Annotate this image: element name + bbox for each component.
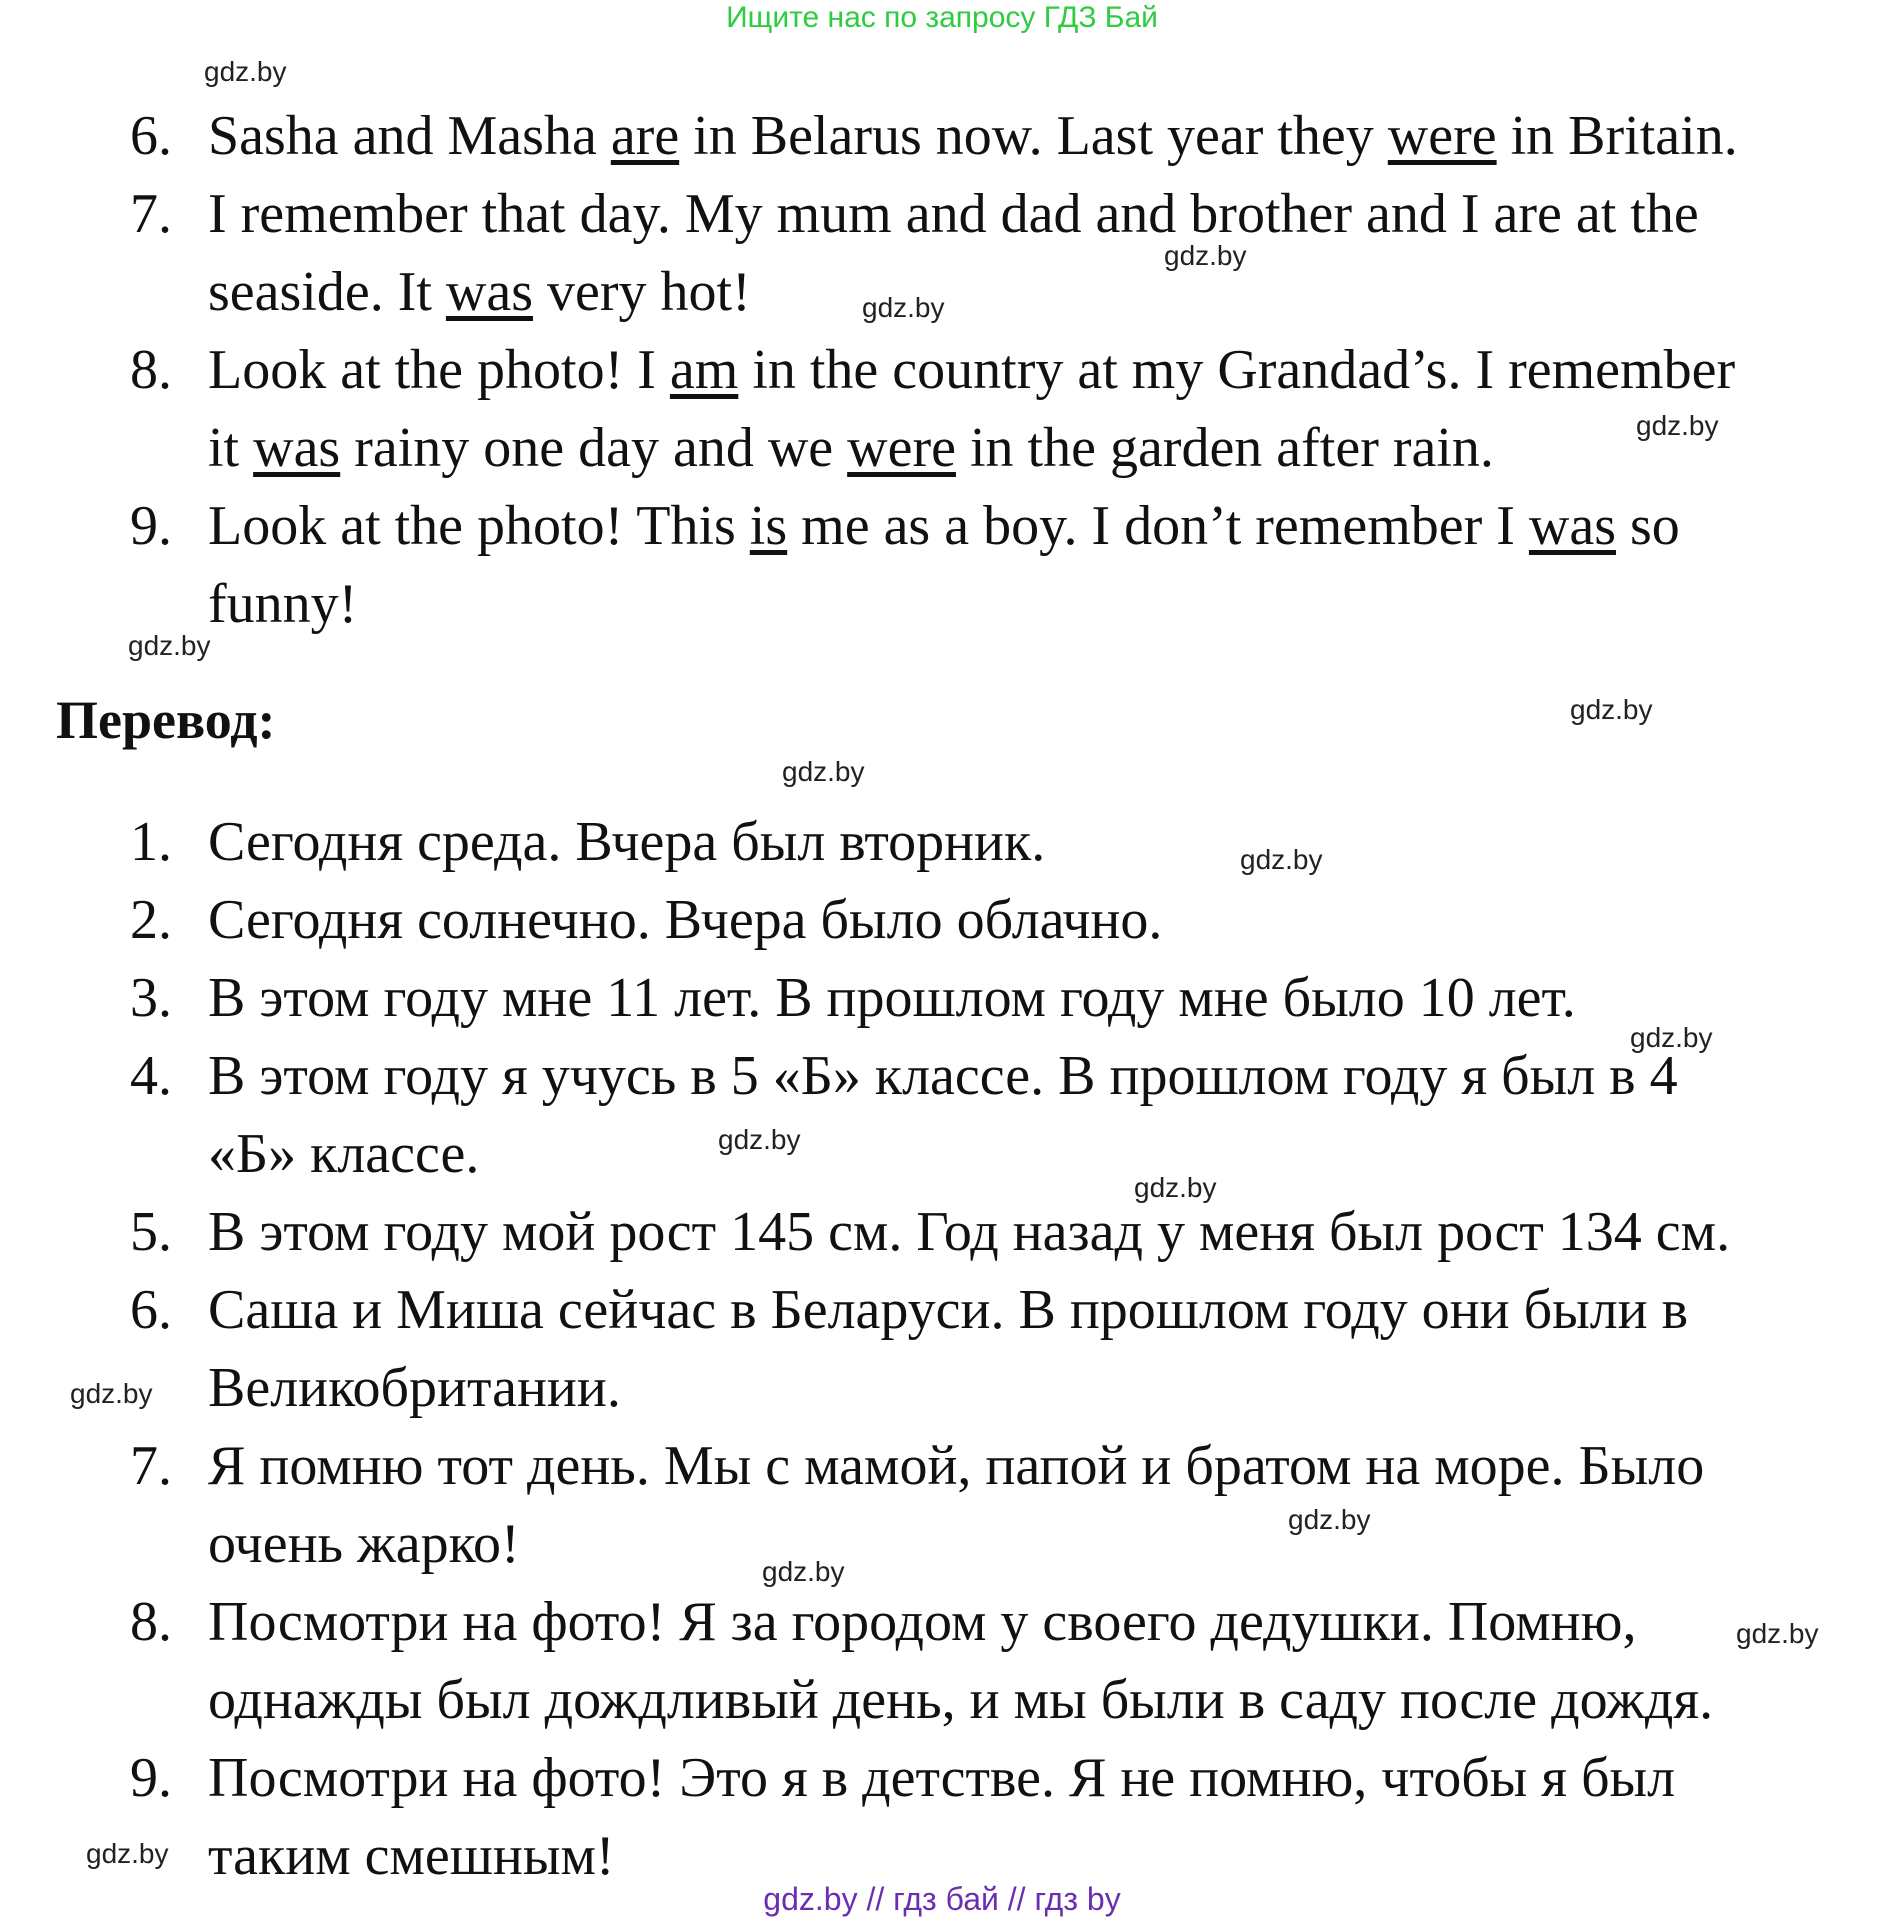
translation-heading: Перевод: bbox=[56, 690, 276, 750]
translation-sentence-line: Сегодня солнечно. Вчера было облачно. bbox=[208, 889, 1163, 951]
underlined-verb: were bbox=[1387, 105, 1497, 167]
translation-sentence-line: Сегодня среда. Вчера был вторник. bbox=[208, 811, 1046, 873]
item-number: 8. bbox=[130, 339, 172, 401]
watermark: gdz.by bbox=[762, 1556, 845, 1587]
translation-sentence-line: Саша и Миша сейчас в Беларуси. В прошлом году они были в bbox=[208, 1279, 1689, 1341]
watermark: gdz.by bbox=[1134, 1172, 1217, 1203]
watermark: gdz.by bbox=[86, 1838, 169, 1869]
item-number: 5. bbox=[130, 1201, 172, 1263]
watermark: gdz.by bbox=[1736, 1618, 1819, 1649]
translation-sentence-line: таким смешным! bbox=[208, 1825, 615, 1887]
watermark: gdz.by bbox=[782, 756, 865, 787]
translation-sentence-line: В этом году я учусь в 5 «Б» классе. В прошлом году я был в 4 bbox=[208, 1045, 1678, 1107]
watermark: gdz.by bbox=[1240, 844, 1323, 875]
item-number: 2. bbox=[130, 889, 172, 951]
item-number: 7. bbox=[130, 183, 172, 245]
watermark: gdz.by bbox=[1164, 240, 1247, 271]
underlined-verb: were bbox=[847, 417, 956, 479]
translation-sentence-line: В этом году мой рост 145 см. Год назад у меня был рост 134 см. bbox=[208, 1201, 1731, 1263]
item-number: 4. bbox=[130, 1045, 172, 1107]
watermark: gdz.by bbox=[1630, 1022, 1713, 1053]
watermark: gdz.by bbox=[128, 630, 211, 661]
english-sentence-line: Sasha and Masha are in Belarus now. Last year they were in Britain. bbox=[208, 105, 1738, 167]
watermark: gdz.by bbox=[862, 292, 945, 323]
top-banner: Ищите нас по запросу ГДЗ Бай bbox=[726, 1, 1158, 34]
translation-sentence-line: «Б» классе. bbox=[208, 1123, 480, 1185]
translation-sentence-line: Посмотри на фото! Это я в детстве. Я не помню, чтобы я был bbox=[208, 1747, 1676, 1809]
item-number: 7. bbox=[130, 1435, 172, 1497]
translation-sentence-line: Великобритании. bbox=[208, 1357, 621, 1419]
english-sentence-line: Look at the photo! This is me as a boy. I don’t remember I was so bbox=[208, 495, 1680, 557]
item-number: 1. bbox=[130, 811, 172, 873]
watermark: gdz.by bbox=[1570, 694, 1653, 725]
watermark: gdz.by bbox=[1288, 1504, 1371, 1535]
underlined-verb: am bbox=[669, 339, 739, 401]
item-number: 6. bbox=[130, 1279, 172, 1341]
english-sentence-line: seaside. It was very hot! bbox=[208, 261, 751, 323]
english-sentence-line: I remember that day. My mum and dad and brother and I are at the bbox=[208, 183, 1699, 245]
watermark: gdz.by bbox=[718, 1124, 801, 1155]
english-sentence-line: Look at the photo! I am in the country at my Grandad’s. I remember bbox=[208, 339, 1736, 401]
watermark: gdz.by bbox=[204, 56, 287, 87]
item-number: 9. bbox=[130, 495, 172, 557]
translation-sentence-line: очень жарко! bbox=[208, 1513, 520, 1575]
item-number: 9. bbox=[130, 1747, 172, 1809]
english-sentence-line: it was rainy one day and we were in the garden after rain. bbox=[208, 417, 1494, 479]
underlined-verb: was bbox=[1528, 495, 1617, 557]
item-number: 8. bbox=[130, 1591, 172, 1653]
underlined-verb: was bbox=[253, 417, 341, 479]
translation-sentence-line: Я помню тот день. Мы с мамой, папой и братом на море. Было bbox=[208, 1435, 1705, 1497]
translation-sentence-line: Посмотри на фото! Я за городом у своего дедушки. Помню, bbox=[208, 1591, 1637, 1653]
translation-sentence-line: В этом году мне 11 лет. В прошлом году мне было 10 лет. bbox=[208, 967, 1576, 1029]
item-number: 6. bbox=[130, 105, 172, 167]
footer-links: gdz.by // гдз бай // гдз by bbox=[763, 1881, 1121, 1917]
item-number: 3. bbox=[130, 967, 172, 1029]
watermark: gdz.by bbox=[1636, 410, 1719, 441]
underlined-verb: is bbox=[749, 495, 788, 557]
underlined-verb: was bbox=[445, 261, 534, 323]
english-sentence-line: funny! bbox=[208, 573, 358, 635]
underlined-verb: are bbox=[610, 105, 680, 167]
translation-sentence-line: однажды был дождливый день, и мы были в саду после дождя. bbox=[208, 1669, 1714, 1731]
watermark: gdz.by bbox=[70, 1378, 153, 1409]
